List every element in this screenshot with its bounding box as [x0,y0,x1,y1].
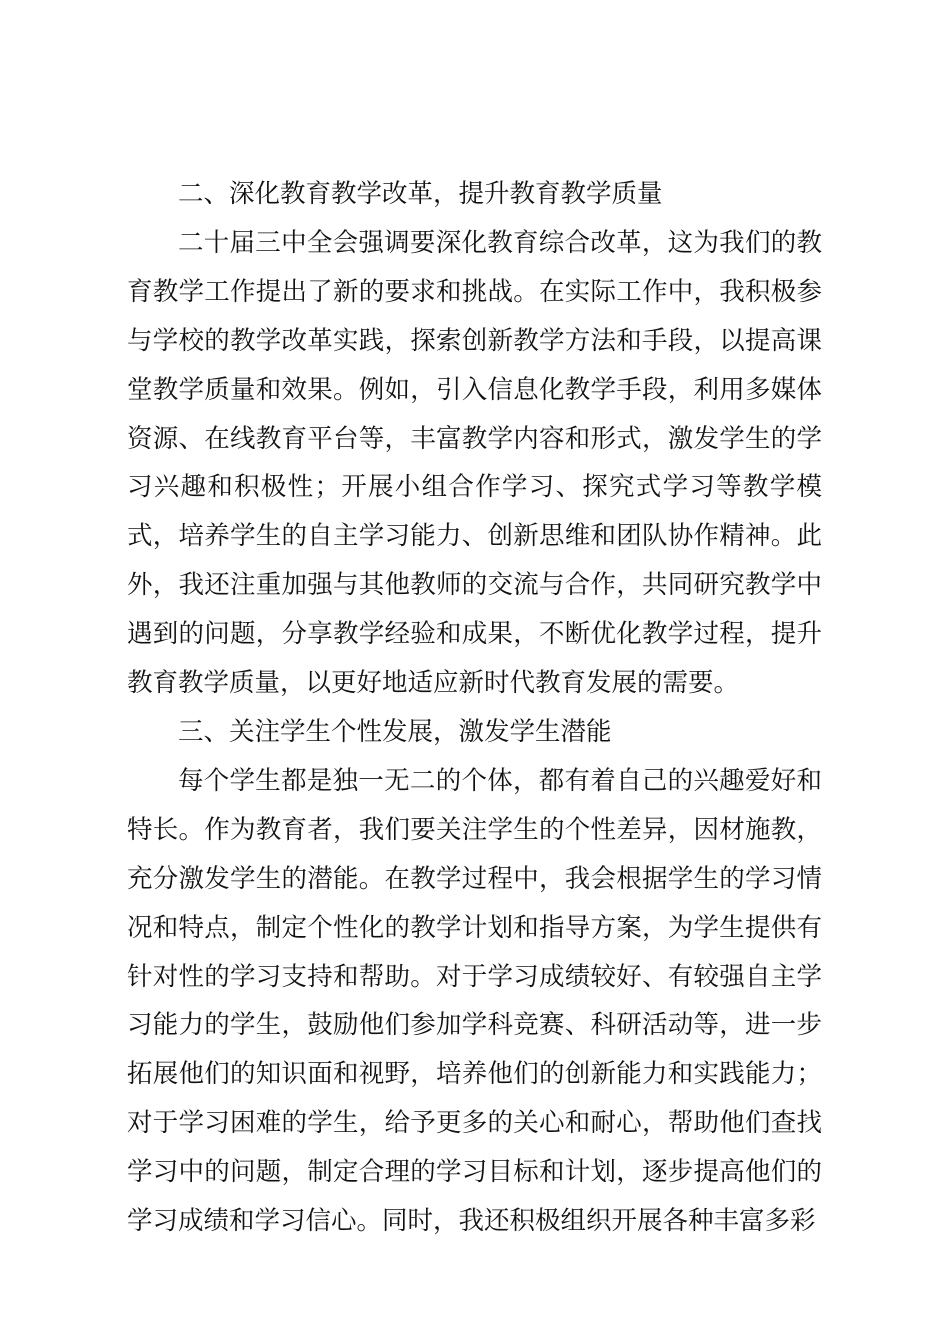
section-paragraph-2: 二十届三中全会强调要深化教育综合改革，这为我们的教育教学工作提出了新的要求和挑战。在实际工作中，我积极参与学校的教学改革实践，探索创新教学方法和手段，以提高课堂教学质量和效果。例如，引入信息化教学手段，利用多媒体资源、在线教育平台等，丰富教学内容和形式，激发学生的学习兴趣和积极性；开展小组合作学习、探究式学习等教学模式，培养学生的自主学习能力、创新思维和团队协作精神。此外，我还注重加强与其他教师的交流与合作，共同研究教学中遇到的问题，分享教学经验和成果，不断优化教学过程，提升教育教学质量，以更好地适应新时代教育发展的需要。 [127,227,822,699]
section-heading-3: 三、关注学生个性发展，激发学生潜能 [178,716,612,747]
document-body [127,170,822,1246]
section-paragraph-3: 每个学生都是独一无二的个体，都有着自己的兴趣爱好和特长。作为教育者，我们要关注学生的个性差异，因材施教，充分激发学生的潜能。在教学过程中，我会根据学生的学习情况和特点，制定个性化的教学计划和指导方案，为学生提供有针对性的学习支持和帮助。对于学习成绩较好、有较强自主学习能力的学生，鼓励他们参加学科竞赛、科研活动等，进一步拓展他们的知识面和视野，培养他们的创新能力和实践能力；对于学习困难的学生，给予更多的关心和耐心，帮助他们查找学习中的问题，制定合理的学习目标和计划，逐步提高他们的学习成绩和学习信心。同时，我还积极组织开展各种丰富多彩 [127,765,822,1237]
section-heading-2: 二、深化教育教学改革，提升教育教学质量 [178,179,663,209]
